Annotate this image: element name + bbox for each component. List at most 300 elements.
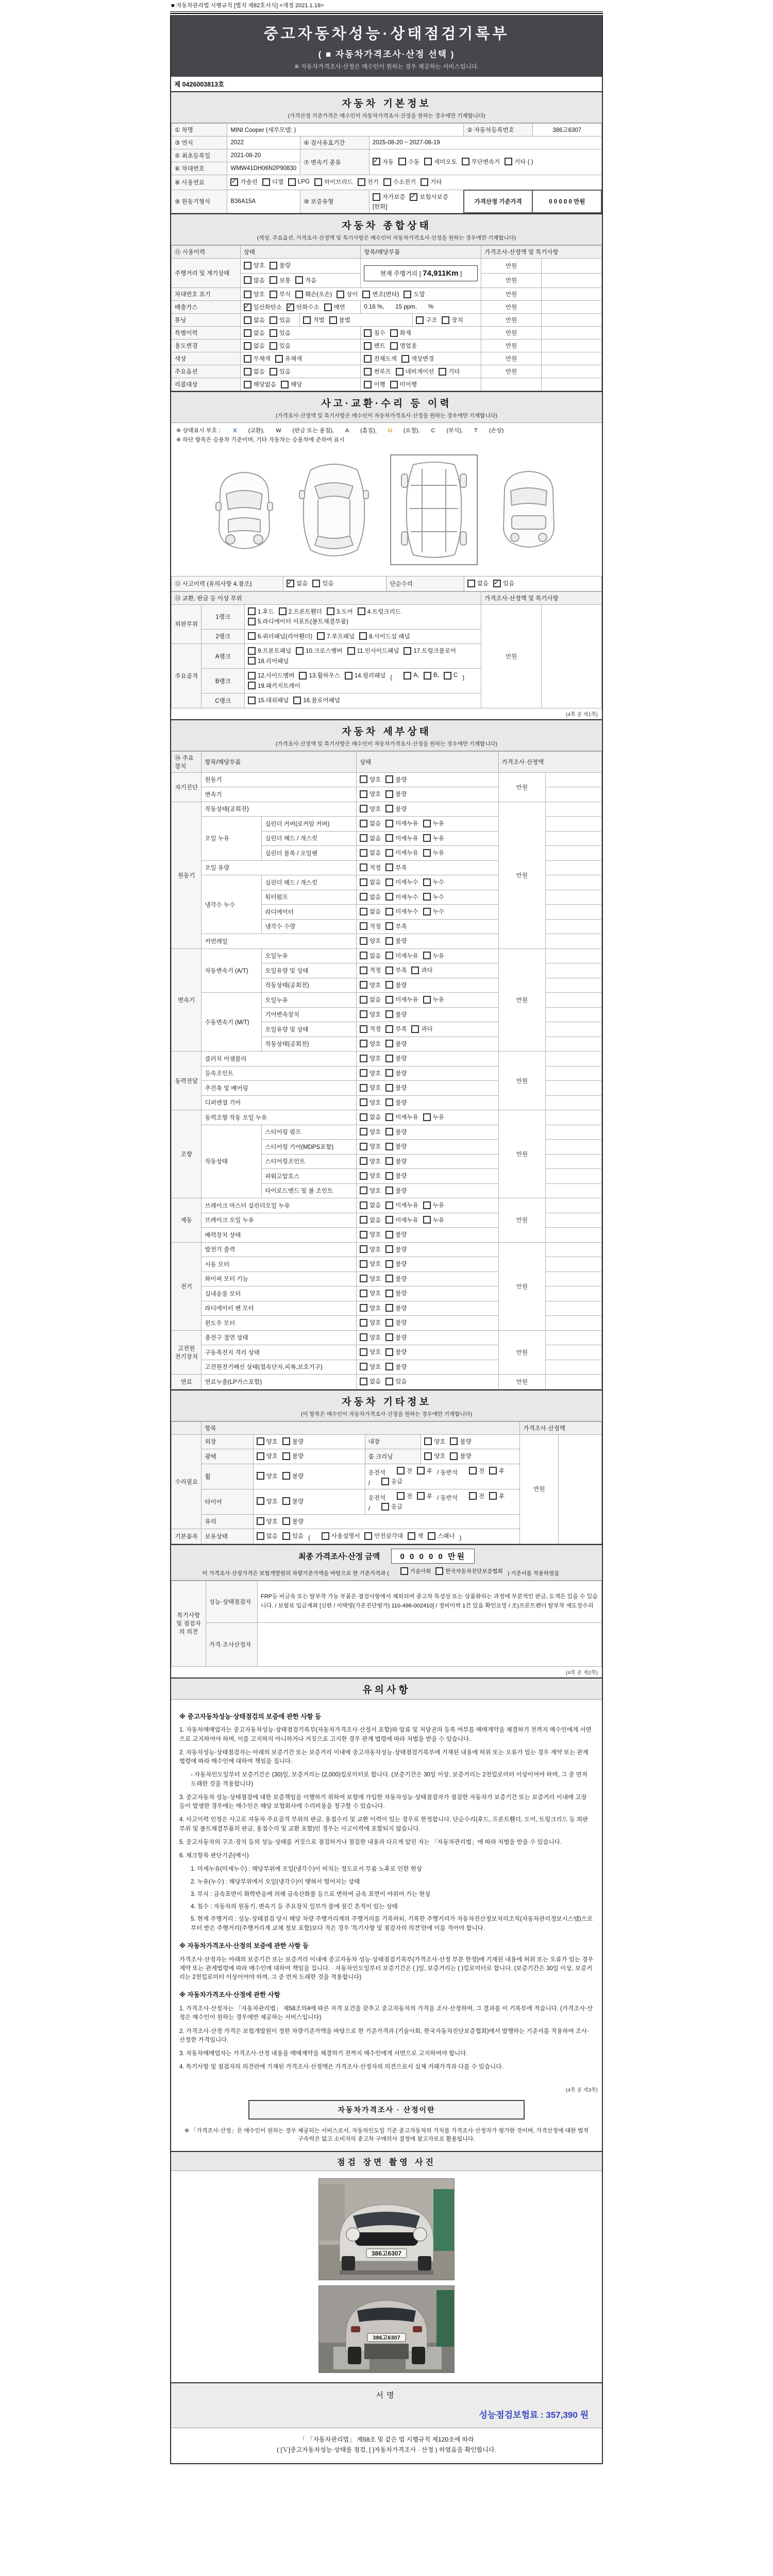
notice-paragraph: 4. 사고이력 인정은 사고로 자동차 주요골격 부위의 판금, 용접수리 및 교환 이력이 있는 경우로 한정합니다. 단순수리(후드, 프론트휀더, 도어, 트렁크리드 등 외판부위 및 볼트체결부품의 판금, 용접수리 및 교환 포함)인 경우는 사고이력에 포함되지 않습니다. <box>179 1817 589 1832</box>
checkbox-option <box>385 1289 407 1297</box>
price-cell: 만원 <box>481 340 542 352</box>
checkbox-icon <box>360 1113 367 1121</box>
checkbox-option <box>424 1437 445 1446</box>
notice-paragraph: 5. 중고자동차의 구조·장치 등의 성능·상태를 거짓으로 점검하거나 점검한 내용과 다르게 알린 자는 「자동차관리법」에 따라 처벌을 받을 수 있습니다. <box>179 1839 562 1845</box>
checkbox-label: 스패너 <box>438 1533 455 1539</box>
checkbox-label: 양호 <box>369 1364 381 1370</box>
checkbox-label: 없음 <box>369 953 381 959</box>
checkbox-option <box>404 672 419 680</box>
checkbox-icon <box>360 981 367 989</box>
state-zone-cell <box>240 340 481 352</box>
checkbox-option <box>364 367 391 376</box>
basic-info-header <box>171 91 602 123</box>
checkbox-label: 미이행 <box>399 382 417 388</box>
checkbox-option <box>423 878 444 886</box>
checkbox-icon <box>385 1216 393 1224</box>
checkbox-icon <box>303 316 311 324</box>
checkbox-option <box>385 1187 407 1195</box>
checkbox-option <box>282 1532 304 1540</box>
checkbox-label: 미세누유 <box>395 850 418 856</box>
checkbox-label: 양호 <box>369 1334 381 1341</box>
state-zone-cell <box>240 365 481 378</box>
checkbox-icon <box>360 1378 367 1385</box>
text: ) <box>459 1535 462 1541</box>
exterior-options <box>253 1434 365 1449</box>
usage-row-label: 차대번호 표기 <box>172 288 241 301</box>
checkbox-option <box>360 1304 381 1312</box>
checkbox-label: 양호 <box>369 1261 381 1267</box>
checkbox-option <box>244 329 265 337</box>
etc-col-price: 가격조사·산정액 <box>520 1421 602 1434</box>
checkbox-label: 불량 <box>292 1473 304 1480</box>
price-cell: 만원 <box>481 259 542 274</box>
state-options <box>357 1345 499 1360</box>
note-cell <box>546 934 602 949</box>
checkbox-label: 사용설명서 <box>331 1533 360 1539</box>
checkbox-icon <box>329 316 337 324</box>
checkbox-option <box>281 380 302 388</box>
checkbox-icon <box>385 775 393 783</box>
checkbox-label: 전체도색 <box>374 356 397 362</box>
checkbox-option <box>270 342 291 350</box>
checkbox-label: 없음 <box>369 1379 381 1385</box>
note-cell <box>546 1154 602 1169</box>
item-cell: 연료누출(LP가스포함) <box>201 1375 357 1389</box>
checkbox-option <box>270 329 291 337</box>
base-price-label: 가격산정 기준가격 <box>464 190 533 213</box>
checkbox-icon <box>248 632 256 640</box>
rank-label: B랭크 <box>201 669 245 693</box>
checkbox-option <box>385 878 418 886</box>
checkbox-label: 9.프론트패널 <box>257 648 292 654</box>
note-cell <box>542 288 602 301</box>
checkbox-option <box>404 647 456 655</box>
device-label: 동력전달 <box>172 1052 201 1110</box>
checkbox-option <box>360 1157 381 1165</box>
state-zone <box>241 378 481 391</box>
state-subcell <box>241 340 361 352</box>
notice-paragraph: 1. 미세누유(미세누수) : 해당부위에 오일(냉각수)이 비치는 정도로서 부품 노후로 인한 현상 <box>191 1866 422 1873</box>
checkbox-label: 있음 <box>322 581 334 587</box>
checkbox-option <box>360 893 381 901</box>
checkbox-label: 있음 <box>279 330 291 336</box>
state-zone <box>241 327 481 339</box>
rank-parts-line <box>248 656 478 667</box>
checkbox-icon <box>360 1172 367 1180</box>
checkbox-checked-icon <box>493 580 501 587</box>
checkbox-label: 7.루프패널 <box>327 633 355 640</box>
checkbox-label: 미세누유 <box>395 1114 418 1121</box>
checkbox-icon <box>424 1437 432 1445</box>
checkbox-label: 기타 <box>430 179 442 185</box>
checkbox-icon <box>288 178 296 186</box>
checkbox-icon <box>385 1231 393 1239</box>
checkbox-icon <box>314 178 322 186</box>
comprehensive-title: 자동차 종합상태 <box>342 221 431 231</box>
checkbox-icon <box>244 276 251 284</box>
checkbox-option <box>398 158 419 166</box>
checkbox-label: 없음 <box>369 1217 381 1224</box>
checkbox-option <box>385 1040 407 1048</box>
note-cell <box>542 273 602 288</box>
checkbox-checked-icon <box>287 303 294 311</box>
table-row <box>172 1581 602 1622</box>
checkbox-icon <box>423 908 431 916</box>
checkbox-icon <box>248 657 256 665</box>
checkbox-label: 과다 <box>421 968 433 974</box>
part-group-label: 외판부위 <box>172 604 201 644</box>
checkbox-checked-icon <box>244 303 251 311</box>
checkbox-label: 전 <box>407 1493 413 1500</box>
tire-label: 타이어 <box>201 1489 253 1514</box>
checkbox-label: 적정 <box>369 923 381 930</box>
note-cell <box>542 340 602 352</box>
etc-col-item: 항목 <box>201 1421 520 1434</box>
text: % <box>428 304 434 310</box>
note-cell <box>542 378 602 391</box>
note-cell <box>546 1183 602 1198</box>
checkbox-option <box>360 849 381 857</box>
text: (판금 또는 용접), <box>292 428 334 434</box>
notice-paragraph: 6. 체크항목 판단기준(예시) <box>179 1853 249 1859</box>
state-zone-cell <box>240 352 481 365</box>
checkbox-checked-icon <box>230 178 238 186</box>
checkbox-option <box>244 276 265 284</box>
checkbox-icon <box>337 291 344 298</box>
note-cell <box>546 875 602 890</box>
note-cell <box>546 1037 602 1052</box>
checkbox-icon <box>364 355 372 363</box>
checkbox-label: 양호 <box>369 1173 381 1179</box>
checkbox-label: 없음 <box>369 894 381 901</box>
checkbox-icon <box>312 580 320 587</box>
state-zone <box>241 288 481 300</box>
checkbox-option <box>424 672 439 680</box>
state-options <box>357 846 499 861</box>
item-cell: 라디에이터 <box>262 905 357 920</box>
checkbox-label: 양호 <box>369 1144 381 1150</box>
interior-label: 내장 <box>365 1434 421 1449</box>
text: ) <box>462 674 465 681</box>
checkbox-label: 불량 <box>395 1188 407 1194</box>
detail-header <box>171 719 602 751</box>
checkbox-label: 양호 <box>369 1305 381 1312</box>
checkbox-icon <box>469 1467 477 1475</box>
checkbox-label: 색상변경 <box>411 356 434 362</box>
checkbox-icon <box>385 1304 393 1312</box>
usage-row-label: 튜닝 <box>172 314 241 327</box>
state-options <box>357 875 499 890</box>
checkbox-label: 보험사보증 <box>419 194 448 200</box>
rank-parts-cell <box>244 629 481 644</box>
checkbox-option <box>282 1497 304 1505</box>
accident-history-label: ⑫ 사고이력 (유의사항 4.참조) <box>172 577 283 591</box>
checkbox-label: 없음 <box>369 997 381 1003</box>
etc-info-table <box>171 1421 602 1544</box>
note-cell <box>546 1257 602 1272</box>
checkbox-icon <box>390 329 398 337</box>
checkbox-option <box>257 1472 278 1480</box>
inspection-document <box>170 0 603 2464</box>
checkbox-icon <box>373 193 380 201</box>
state-subcell <box>360 352 481 365</box>
checkbox-label: 양호 <box>434 1438 446 1445</box>
checkbox-icon <box>390 342 398 350</box>
notice-paragraph: 1. 자동차매매업자는 중고자동차성능·상태점검기록부(자동차가격조사·산정서 포함)와 압류 및 저당권의 등록 여부를 매매계약을 체결하기 전까지 매수인에게 서면으로 고지하여야 하며, 이를 고지하지 아니하거나 거짓으로 고지한 경우 관계 법령에 따라 처벌을 받을 수 있습니다. <box>179 1727 592 1742</box>
checkbox-label: 응급 <box>391 1504 403 1510</box>
checkbox-option <box>385 893 418 901</box>
checkbox-icon <box>360 1187 367 1194</box>
note-cell <box>546 919 602 934</box>
checkbox-option <box>322 1532 360 1540</box>
checkbox-icon <box>381 1478 389 1485</box>
checkbox-label: 한국자동차진단보증협회 <box>445 1568 503 1574</box>
checkbox-option <box>385 1230 407 1239</box>
state-options <box>357 831 499 846</box>
comprehensive-header <box>171 213 602 245</box>
checkbox-label: 양호 <box>266 1473 278 1480</box>
simple-repair-options <box>464 577 601 591</box>
checkbox-icon <box>381 1503 389 1511</box>
checkbox-icon <box>385 1201 393 1209</box>
checkbox-label: 침수 <box>374 330 385 336</box>
note-cell <box>546 1242 602 1257</box>
etc-price-cell: 만원 <box>520 1434 559 1544</box>
checkbox-label: 있음 <box>395 1379 407 1385</box>
checkbox-label: 없음 <box>253 317 265 324</box>
text: ) 기준서를 적용하였음 <box>507 1570 560 1577</box>
checkbox-label: 양호 <box>266 1453 278 1460</box>
checkbox-icon <box>322 1532 329 1540</box>
checkbox-option <box>359 632 410 640</box>
checkbox-label: 11.인사이드패널 <box>357 648 399 654</box>
state-subcell <box>241 352 361 365</box>
checkbox-option <box>423 1201 444 1209</box>
state-options <box>357 1081 499 1096</box>
state-zone-cell <box>240 378 481 391</box>
checkbox-option <box>360 819 381 827</box>
checkbox-label: 없음 <box>369 879 381 886</box>
price-definition-box: 자동차가격조사 · 산정이란 <box>248 2100 525 2120</box>
checkbox-label: 불량 <box>395 1349 407 1355</box>
checkbox-label: 양호 <box>266 1438 278 1445</box>
mileage-prefix: 현재 주행거리 [ <box>380 269 421 277</box>
checkbox-option <box>416 316 437 324</box>
checkbox-label: 양호 <box>369 1246 381 1253</box>
checkbox-option <box>303 316 324 324</box>
text: / 동반석 <box>437 1495 458 1501</box>
checkbox-icon <box>360 1363 367 1370</box>
state-options <box>357 1095 499 1110</box>
checkbox-label: 불량 <box>395 1129 407 1136</box>
item-group-label: 작동상태 <box>201 1125 262 1198</box>
checkbox-option <box>360 1054 381 1062</box>
checkbox-option <box>299 671 340 680</box>
text: (교환), <box>248 428 265 434</box>
state-options <box>357 1330 499 1345</box>
checkbox-option <box>400 1567 431 1575</box>
checkbox-label: 없음 <box>253 369 265 375</box>
checkbox-icon <box>397 1467 405 1475</box>
checkbox-option <box>390 342 417 350</box>
table-row <box>172 288 602 301</box>
state-zone <box>241 314 481 326</box>
checkbox-label: 미세누유 <box>395 1202 418 1209</box>
checkbox-label: 불량 <box>395 1085 407 1091</box>
checkbox-option <box>397 1492 412 1500</box>
checkbox-option <box>364 380 385 388</box>
checkbox-icon <box>257 1452 264 1460</box>
price-cell <box>481 378 542 391</box>
notice-body <box>171 1700 602 2084</box>
state-zone-cell <box>240 301 481 314</box>
checkbox-icon <box>424 1452 432 1460</box>
checkbox-icon <box>244 316 251 324</box>
checkbox-icon <box>248 618 256 625</box>
confirmation-line1: 「 「자동차관리법」 제58조 및 같은 법 시행규칙 제120조에 따라 <box>299 2435 474 2443</box>
note-cell <box>546 1272 602 1286</box>
item-cell: 오일유량 및 상태 <box>262 963 357 978</box>
checkbox-option <box>385 1025 407 1033</box>
table-row <box>172 365 602 378</box>
checkbox-icon <box>364 329 372 337</box>
text: 운전석 <box>368 1495 386 1501</box>
checkbox-option <box>248 632 312 640</box>
checkbox-option <box>385 1083 407 1092</box>
part-group-label: 주요골격 <box>172 644 201 708</box>
notice-paragraph: 3. 자동차매매업자는 가격조사·산정 내용을 매매계약을 체결하기 전까지 매수인에게 서면으로 고지하여야 합니다. <box>179 2050 468 2057</box>
checkbox-icon <box>411 967 419 974</box>
notice-paragraph: 4. 침수 : 자동차의 원동기, 변속기 등 주요장치 일부가 물에 잠긴 흔적이 있는 상태 <box>191 1904 398 1910</box>
checkbox-label: 후 <box>427 1468 433 1475</box>
photos-header <box>171 2151 602 2171</box>
checkbox-label: 양호 <box>369 806 381 812</box>
checkbox-icon <box>360 937 367 945</box>
checkbox-icon <box>270 276 277 284</box>
checkbox-option <box>411 1025 432 1033</box>
item-cell: 작동상태(공회전) <box>201 802 357 817</box>
checkbox-icon <box>360 1025 367 1033</box>
checkbox-label: 미세누유 <box>395 997 418 1003</box>
text: ( <box>390 674 393 681</box>
checkbox-label: 누유 <box>432 1217 444 1224</box>
state-subcell <box>360 378 481 391</box>
checkbox-option <box>257 1517 278 1526</box>
glass-options <box>253 1514 520 1529</box>
item-cell: 디퍼렌셜 기어 <box>201 1095 357 1110</box>
table-row <box>172 604 602 629</box>
checkbox-icon <box>244 342 251 350</box>
checkbox-icon <box>423 952 431 959</box>
final-price-label: 최종 가격조사·산정 금액 <box>298 1552 380 1561</box>
inspection-insurance-fee: 성능점검보험료 : 357,390 원 <box>479 2410 589 2420</box>
checkbox-icon <box>385 849 393 857</box>
note-cell <box>546 1110 602 1125</box>
checkbox-option <box>469 1467 484 1475</box>
reg-no-value: 386고6307 <box>532 124 601 137</box>
checkbox-label: 해당 <box>291 382 303 388</box>
inspection-photo-rear <box>318 2285 455 2373</box>
checkbox-icon <box>423 1201 431 1209</box>
checkbox-label: A, <box>413 672 419 679</box>
checkbox-label: 전기 <box>367 179 379 185</box>
usage-row-label: 배출가스 <box>172 301 241 314</box>
section-notice <box>171 1677 602 2095</box>
checkbox-option <box>244 380 276 388</box>
checkbox-option <box>385 1157 407 1165</box>
checkbox-option <box>312 579 333 587</box>
damage-parts-table <box>171 591 602 708</box>
checkbox-option <box>270 290 291 298</box>
checkbox-option <box>337 290 358 298</box>
checkbox-option <box>360 1113 381 1121</box>
note-cell <box>546 1330 602 1345</box>
checkbox-icon <box>295 291 303 298</box>
price-cell: 만원 <box>498 1052 546 1110</box>
state-options <box>357 1110 499 1125</box>
checkbox-icon <box>489 1467 497 1475</box>
rank-parts-line <box>248 671 478 681</box>
checkbox-label: 불량 <box>395 1246 407 1253</box>
checkbox-icon <box>423 834 431 842</box>
tire-options <box>253 1489 365 1514</box>
text: 0.16 %, <box>364 304 384 310</box>
checkbox-label: 전 <box>478 1468 485 1475</box>
checkbox-option <box>360 805 381 813</box>
checkbox-label: 과다 <box>421 1026 433 1032</box>
checkbox-option <box>257 1437 278 1446</box>
state-options <box>357 948 499 963</box>
checkbox-icon <box>423 1113 431 1121</box>
note-cell <box>546 1007 602 1022</box>
section-etc-info <box>171 1389 602 1544</box>
checkbox-label: 보통 <box>279 277 291 284</box>
checkbox-option <box>248 671 295 680</box>
checkbox-icon <box>360 1069 367 1077</box>
checkbox-label: 자가보증 <box>382 194 406 200</box>
checkbox-option <box>360 1040 381 1048</box>
checkbox-label: 후 <box>499 1468 505 1475</box>
checkbox-label: 양호 <box>369 776 381 783</box>
photos-title: 점검 장면 촬영 사진 <box>337 2158 436 2167</box>
checkbox-label: 없음 <box>369 909 381 915</box>
checkbox-label: 불량 <box>279 263 291 269</box>
car-diagram-row <box>171 447 602 576</box>
checkbox-option <box>385 1128 407 1136</box>
checkbox-option <box>248 617 348 625</box>
checkbox-option <box>493 579 514 587</box>
checkbox-label: 양호 <box>369 1011 381 1018</box>
table-row <box>172 802 602 817</box>
checkbox-icon <box>244 291 251 298</box>
note-cell <box>546 1081 602 1096</box>
checkbox-option <box>385 1348 407 1356</box>
checkbox-icon <box>411 1025 419 1033</box>
price-cell: 만원 <box>498 772 546 802</box>
checkbox-label: 양호 <box>434 1453 446 1460</box>
checkbox-icon <box>282 1532 290 1540</box>
checkbox-option <box>293 696 340 704</box>
item-cell: 실린더 헤드 / 개스킷 <box>262 875 357 890</box>
rank-label: 1랭크 <box>201 604 245 629</box>
state-options <box>357 1022 499 1037</box>
checkbox-option <box>385 1098 407 1107</box>
comprehensive-subtitle: (색상, 주요옵션, 가격조사·산정액 및 특기사항은 매수인이 자동차가격조사·산정을 원하는 경우에만 기재합니다) <box>257 235 516 241</box>
note-cell <box>546 1228 602 1243</box>
usage-row-label: 리콜대상 <box>172 378 241 391</box>
checkbox-icon <box>360 775 367 783</box>
checkbox-label: 불량 <box>395 1099 407 1106</box>
